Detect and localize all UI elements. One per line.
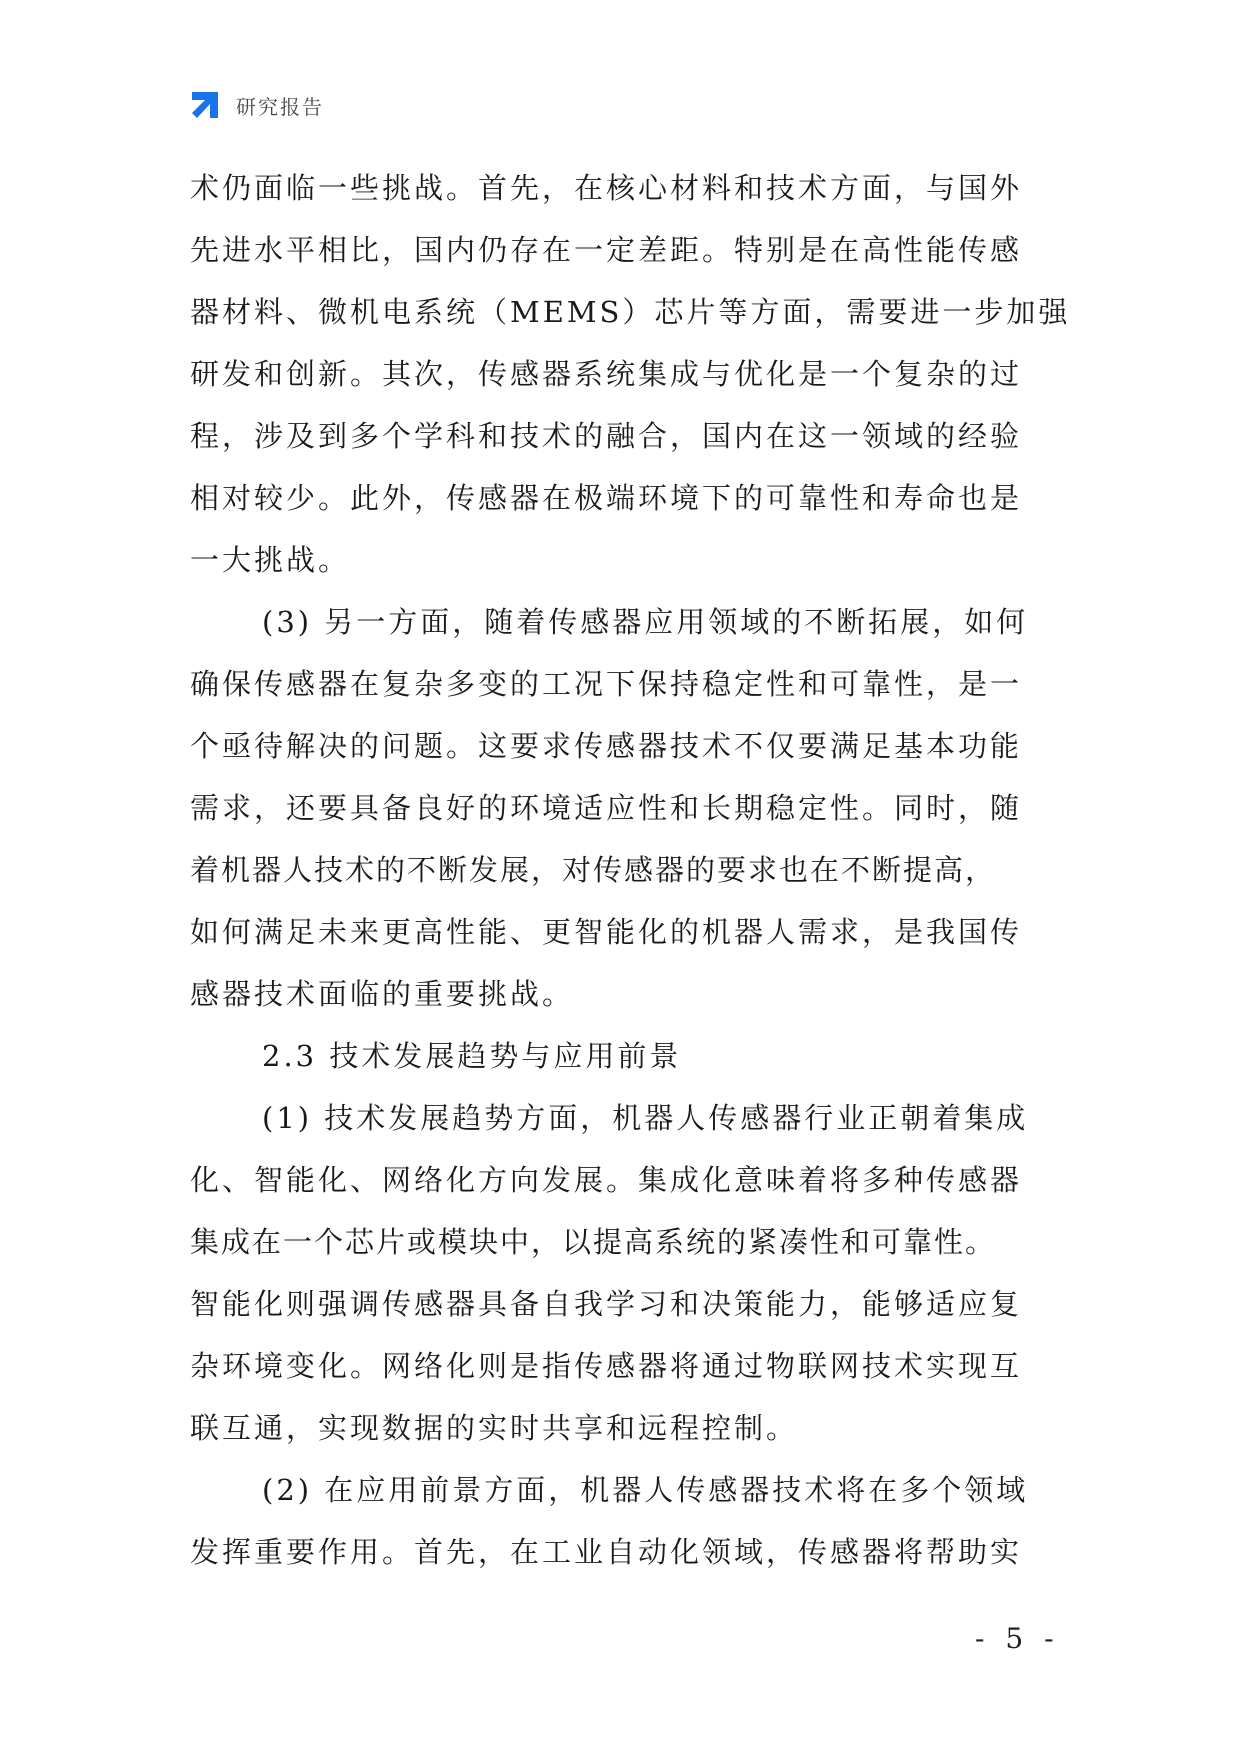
paragraph-line: 个亟待解决的问题。这要求传感器技术不仅要满足基本功能 (190, 729, 1023, 763)
paragraph-line: 一大挑战。 (190, 543, 351, 577)
paragraph-line: 着机器人技术的不断发展，对传感器的要求也在不断提高， (190, 853, 997, 887)
paragraph-line: (1) 技术发展趋势方面，机器人传感器行业正朝着集成 (262, 1101, 1029, 1135)
paragraph-line: 化、智能化、网络化方向发展。集成化意味着将多种传感器 (190, 1163, 1023, 1197)
paragraph-line: 术仍面临一些挑战。首先，在核心材料和技术方面，与国外 (190, 171, 1023, 205)
paragraph-line: 联互通，实现数据的实时共享和远程控制。 (190, 1411, 799, 1445)
paragraph-line: 如何满足未来更高性能、更智能化的机器人需求，是我国传 (190, 915, 1023, 949)
arrow-up-right-icon (188, 88, 222, 122)
header-title: 研究报告 (236, 94, 324, 119)
paragraph-line: 相对较少。此外，传感器在极端环境下的可靠性和寿命也是 (190, 481, 1023, 515)
paragraph-line: 先进水平相比，国内仍存在一定差距。特别是在高性能传感 (190, 233, 1023, 267)
paragraph-line: 发挥重要作用。首先，在工业自动化领域，传感器将帮助实 (190, 1535, 1023, 1569)
paragraph-line: 程，涉及到多个学科和技术的融合，国内在这一领域的经验 (190, 419, 1023, 453)
paragraph-line: 器材料、微机电系统（MEMS）芯片等方面，需要进一步加强 (190, 295, 1071, 329)
report-header (188, 88, 324, 122)
page-number: - 5 - (975, 1622, 1060, 1655)
paragraph-line: (3) 另一方面，随着传感器应用领域的不断拓展，如何 (262, 605, 1029, 639)
paragraph-line: 确保传感器在复杂多变的工况下保持稳定性和可靠性，是一 (190, 667, 1023, 701)
section-heading: 2.3 技术发展趋势与应用前景 (262, 1039, 682, 1073)
paragraph-line: 智能化则强调传感器具备自我学习和决策能力，能够适应复 (190, 1287, 1023, 1321)
body-text (190, 157, 1070, 1583)
paragraph-line: 研发和创新。其次，传感器系统集成与优化是一个复杂的过 (190, 357, 1023, 391)
paragraph-line: (2) 在应用前景方面，机器人传感器技术将在多个领域 (262, 1473, 1029, 1507)
paragraph-line: 需求，还要具备良好的环境适应性和长期稳定性。同时，随 (190, 791, 1023, 825)
paragraph-line: 感器技术面临的重要挑战。 (190, 977, 575, 1011)
paragraph-line: 集成在一个芯片或模块中，以提高系统的紧凑性和可靠性。 (190, 1225, 997, 1259)
paragraph-line: 杂环境变化。网络化则是指传感器将通过物联网技术实现互 (190, 1349, 1023, 1383)
